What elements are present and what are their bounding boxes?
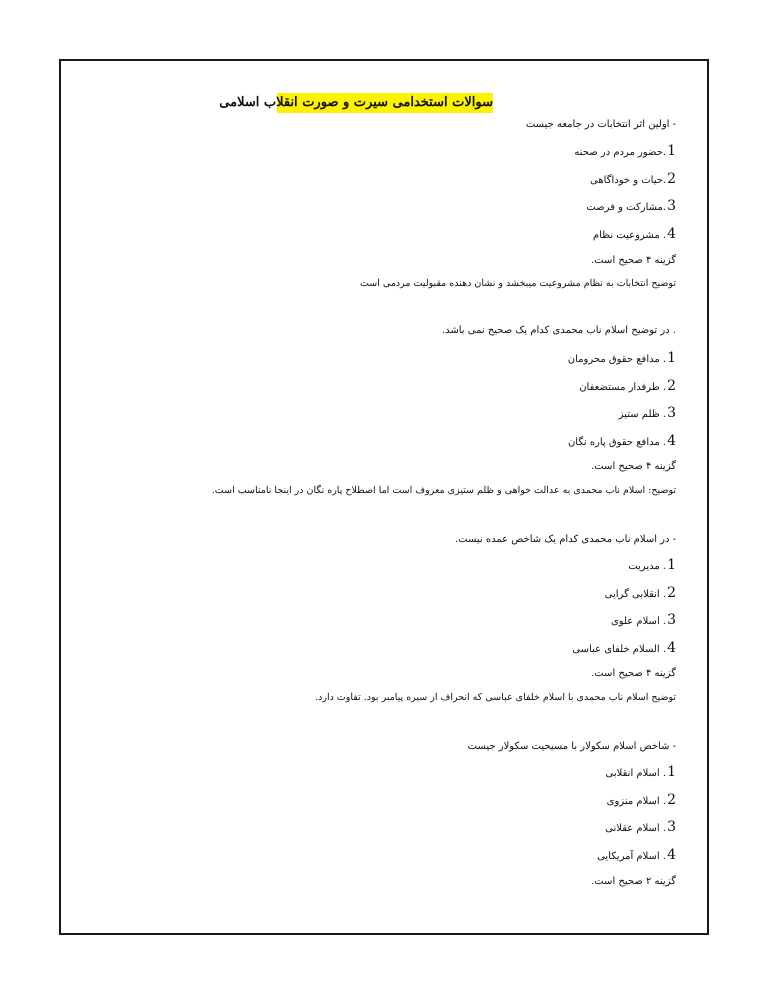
question-2-text: . در توضیح اسلام ناب محمدی کدام یک صحیح نمی باشد. — [441, 325, 676, 336]
question-1-option-1 — [574, 143, 676, 161]
question-4-option-2 — [607, 792, 676, 810]
question-3-option-3 — [611, 612, 676, 630]
option-number: 3 — [667, 819, 676, 835]
option-text: . انقلابی گرایی — [604, 589, 667, 600]
question-2-option-4 — [568, 433, 676, 451]
question-3-text: - در اسلام ناب محمدی کدام یک شاخص عمده نیست. — [454, 534, 676, 545]
question-1-option-2 — [590, 171, 676, 189]
option-number: 4 — [667, 226, 676, 242]
option-text: . اسلام آمریکایی — [597, 851, 667, 862]
option-text: .مشارکت و فرصت — [586, 202, 667, 213]
option-number: 1 — [667, 557, 676, 573]
option-text: . ظلم ستیز — [618, 409, 667, 420]
option-number: 2 — [667, 792, 676, 808]
question-1-text: - اولین اثر انتخابات در جامعه جیست — [525, 119, 676, 130]
question-2-option-2 — [579, 378, 676, 396]
question-4-answer: گزینه ۲ صحیح است. — [591, 876, 676, 887]
option-number: 3 — [667, 198, 676, 214]
option-text: .حیات و خوداگاهی — [590, 175, 667, 186]
option-text: . اسلام علوی — [610, 616, 667, 627]
question-3-option-4 — [572, 640, 676, 658]
option-text: . السلام خلفای عباسی — [572, 644, 667, 655]
option-number: 1 — [667, 350, 676, 366]
option-number: 1 — [667, 143, 676, 159]
option-text: . اسلام انقلابی — [605, 768, 667, 779]
option-text: . طرفدار مستضعفان — [579, 382, 667, 393]
option-number: 2 — [667, 378, 676, 394]
question-4-option-1 — [606, 764, 676, 782]
option-number: 2 — [667, 171, 676, 187]
question-3-explanation: توضیح اسلام ناب محمدی با اسلام خلفای عباسی که انحراف از سیره پیامبر بود. تفاوت دارد. — [315, 692, 676, 703]
option-number: 4 — [667, 847, 676, 863]
question-2-option-3 — [619, 405, 676, 423]
page-title: سوالات استخدامی سیرت و صورت انقلاب اسلامی — [277, 93, 493, 113]
option-text: . اسلام عقلانی — [605, 823, 667, 834]
question-3-option-1 — [628, 557, 676, 575]
option-text: . اسلام منزوی — [606, 796, 667, 807]
question-1-option-3 — [586, 198, 676, 216]
question-1-answer: گزینه ۴ صحیح است. — [591, 255, 676, 266]
question-1-explanation: توضیح انتخابات به نظام مشروعیت میبخشد و نشان دهنده مقبولیت مردمی است — [359, 278, 676, 289]
question-1-option-4 — [593, 226, 676, 244]
option-number: 3 — [667, 612, 676, 628]
question-2-option-1 — [568, 350, 676, 368]
option-text: . مدیریت — [628, 561, 667, 572]
option-number: 4 — [667, 640, 676, 656]
question-2-explanation: توضیح: اسلام ناب محمدی به عدالت خواهی و ظلم ستیزی معروف است اما اصطلاح پاره نگان در اینجا نامناسب است. — [211, 485, 676, 496]
question-4-option-4 — [597, 847, 676, 865]
option-text: . مدافع حقوق محرومان — [567, 354, 667, 365]
option-text: . مشروعیت نظام — [592, 230, 667, 241]
question-4-text: - شاخص اسلام سکولار با مسیحیت سکولار جیست — [467, 741, 676, 752]
option-number: 4 — [667, 433, 676, 449]
question-4-option-3 — [605, 819, 676, 837]
question-3-answer: گزینه ۴ صحیح است. — [591, 668, 676, 679]
option-number: 2 — [667, 585, 676, 601]
option-text: .حضور مردم در صحنه — [574, 147, 667, 158]
option-number: 1 — [667, 764, 676, 780]
question-2-answer: گزینه ۴ صحیح است. — [591, 461, 676, 472]
option-text: . مدافع حقوق پاره نگان — [567, 437, 667, 448]
option-number: 3 — [667, 405, 676, 421]
question-3-option-2 — [605, 585, 676, 603]
